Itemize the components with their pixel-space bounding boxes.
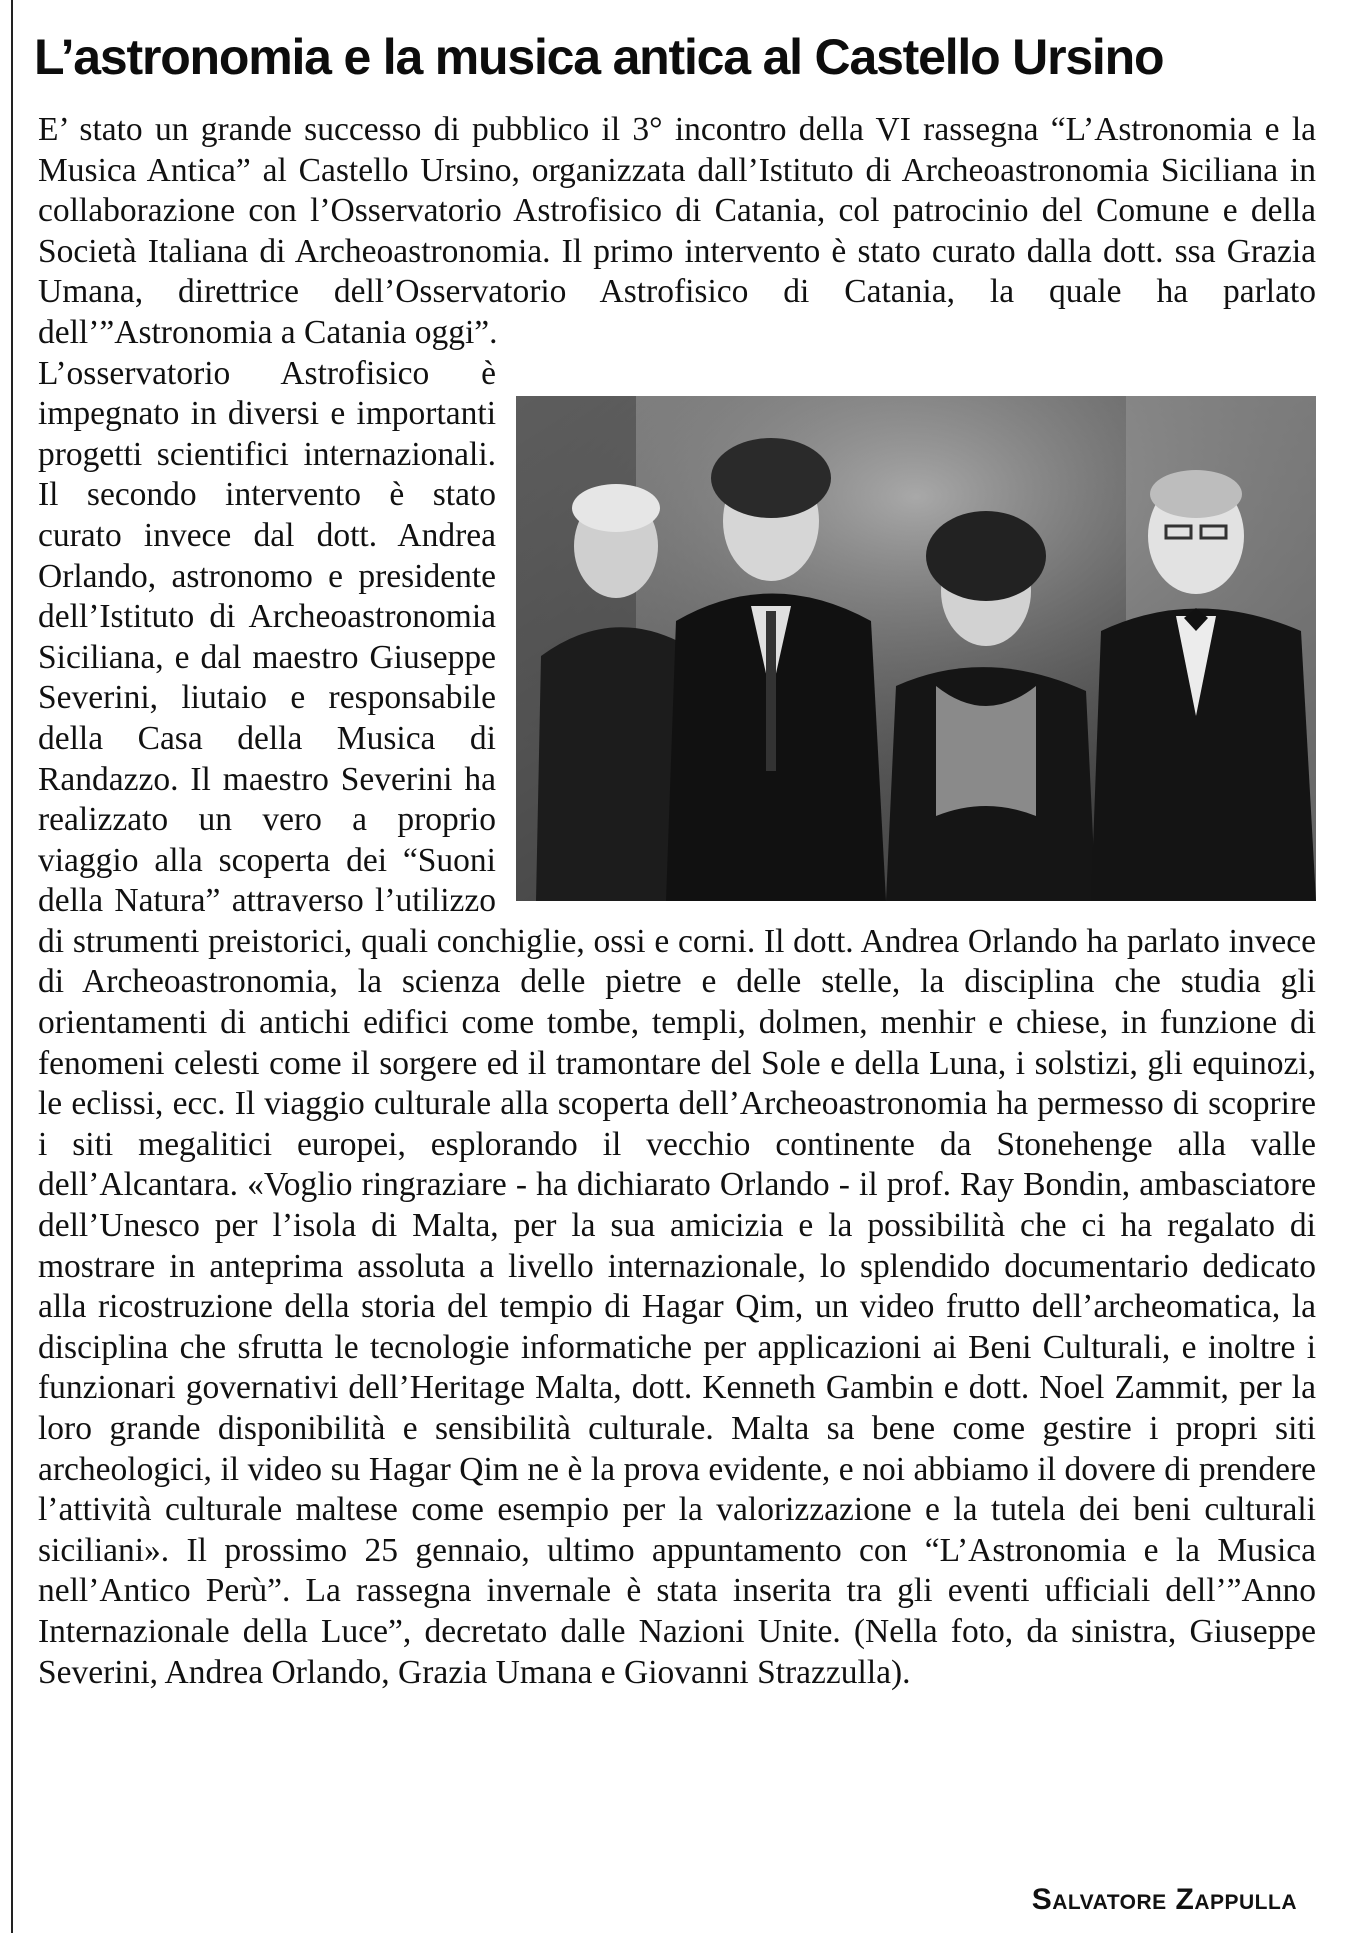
- body-paragraph: L’osservatorio Astrofisico è impegnato in diversi e importanti progetti scientifici internazionali. Il secondo intervento è stato curato invece dal dott. Andrea Orlando, astronomo e presidente dell’Istituto di Archeoastronomia Siciliana, e dal maestro Giuseppe Severini, liutaio e responsabile della Casa della Musica di Randazzo. Il maestro Severini ha realizzato un vero a proprio viaggio alla scoperta dei “Suoni della Natura” attraverso l’utilizzo di strumenti preistorici, quali conchiglie, ossi e corni. Il dott. Andrea Orlando ha parlato invece di Archeoastronomia, la scienza delle pietre e delle stelle, la disciplina che studia gli orientamenti di antichi edifici come tombe, templi, dolmen, menhir e chiese, in funzione di fenomeni celesti come il sorgere ed il tramontare del Sole e della Luna, i solstizi, gli equinozi, le eclissi, ecc. Il viaggio culturale alla scoperta dell’Archeoastronomia ha permesso di scoprire i siti megalitici europei, esplorando il vecchio continente da Stonehenge alla valle dell’Alcantara. «Voglio ringraziare - ha dichiarato Orlando - il prof. Ray Bondin, ambasciatore dell’Unesco per l’isola di Malta, per la sua amicizia e la possibilità che ci ha regalato di mostrare in anteprima assoluta a livello internazionale, lo splendido documentario dedicato alla ricostruzione della storia del tempio di Hagar Qim, un video frutto dell’archeomatica, la disciplina che sfrutta le tecnologie informatiche per applicazioni ai Beni Culturali, e inoltre i funzionari governativi dell’Heritage Malta, dott. Kenneth Gambin e dott. Noel Zammit, per la loro grande disponibilità e sensibilità culturale. Malta sa bene come gestire i propri siti archeologici, il video su Hagar Qim ne è la prova evidente, e noi abbiamo il dovere di prendere l’attività culturale maltese come esempio per la valorizzazione e la tutela dei beni culturali siciliani». Il prossimo 25 gennaio, ultimo appuntamento con “L’Astronomia e la Musica nell’Antico Perù”. La rassegna invernale è stata inserita tra gli eventi ufficiali dell’”Anno Internazionale della Luce”, decretato dalle Nazioni Unite. (Nella foto, da sinistra, Giuseppe Severini, Andrea Orlando, Grazia Umana e Giovanni Strazzulla).: [38, 354, 1316, 1691]
- article-photo: [516, 396, 1316, 901]
- column-rule: [11, 0, 13, 1933]
- lead-paragraph: E’ stato un grande successo di pubblico il 3° incontro della VI rassegna “L’Astronomia e la Musica Antica” al Castello Ursino, organizzata dall’Istituto di Archeoastronomia Siciliana in collaborazione con l’Osservatorio Astrofisico di Catania, col patrocinio del Comune e della Società Italiana di Archeoastronomia. Il primo intervento è stato curato dalla dott. ssa Grazia Umana, direttrice dell’Osservatorio Astrofisico di Catania, la quale ha parlato dell’”Astronomia a Catania oggi”.: [38, 111, 1316, 351]
- group-portrait-image: [516, 396, 1316, 901]
- author-byline: Salvatore Zappulla: [1031, 1883, 1297, 1916]
- article-body: [38, 110, 1316, 1693]
- article-headline: L’astronomia e la musica antica al Castello Ursino: [34, 29, 1164, 85]
